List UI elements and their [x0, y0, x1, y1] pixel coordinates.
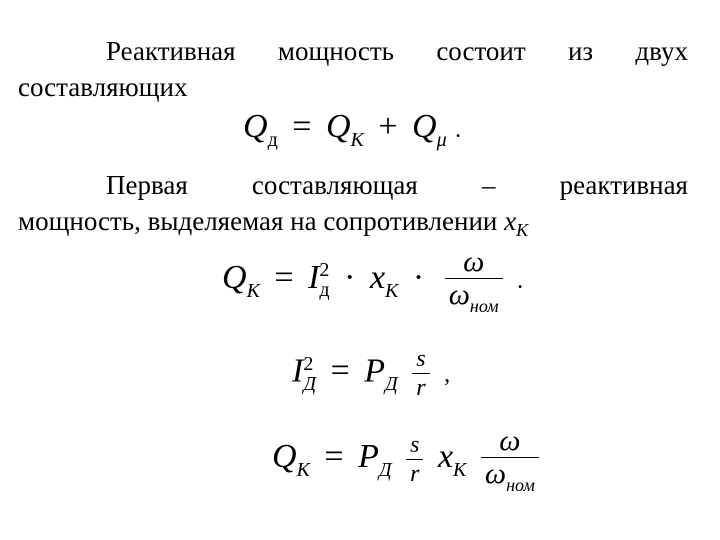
eq4-numerator-2: ω	[499, 424, 521, 457]
word: мощность	[277, 36, 394, 66]
eq3-current-sup: 2	[303, 352, 314, 375]
eq2-current: I	[308, 258, 320, 296]
paragraph-1-line-2: составляющих	[18, 72, 188, 102]
eq2-dot-1: ·	[344, 258, 356, 296]
eq3-numerator: s	[416, 346, 426, 372]
variable-x-sub: K	[516, 220, 529, 240]
paragraph-2-line-2	[18, 203, 688, 242]
eq2-period: .	[517, 267, 524, 294]
word: реактивная	[559, 170, 688, 200]
paragraph-2-line-1	[18, 167, 688, 203]
eq4-numerator-1: s	[410, 431, 420, 458]
eq1-lhs-sub: д	[267, 129, 278, 151]
eq4-lhs-sub: K	[296, 458, 310, 481]
paragraph-2	[18, 167, 688, 242]
eq2-x-sub: K	[385, 279, 399, 302]
eq3-power: P	[364, 352, 386, 390]
equation-3	[292, 345, 450, 402]
eq2-current-sub: д	[319, 279, 330, 301]
eq4-denominator-2-sub: ном	[506, 475, 535, 495]
word: Реактивная	[106, 36, 236, 66]
eq1-period: .	[455, 117, 462, 143]
eq3-power-sub: Д	[385, 373, 398, 396]
word: Первая	[106, 170, 188, 200]
paragraph-2-line-2-text: мощность, выделяемая на сопротивлении	[18, 206, 505, 236]
eq4-power-sub: Д	[378, 458, 392, 481]
eq3-current-sub: Д	[303, 372, 317, 395]
eq2-lhs: Q	[222, 258, 247, 296]
eq2-denominator: $\omega_{ном}$	[448, 278, 499, 316]
eq3-current: I	[292, 352, 304, 390]
eq1-term2: Q	[412, 108, 437, 145]
eq1-equals: =	[292, 108, 312, 145]
eq4-equals: =	[324, 437, 344, 475]
eq1-term1-sub: K	[350, 129, 364, 151]
eq2-equals: =	[274, 258, 294, 296]
paragraph-1-line-1	[18, 33, 688, 69]
paragraph-1	[18, 33, 688, 105]
word: –	[481, 170, 496, 200]
word: состоит	[436, 36, 526, 66]
eq4-power: P	[358, 437, 379, 475]
equation-4	[272, 425, 545, 493]
eq2-lhs-sub: K	[246, 279, 260, 302]
variable-x: x	[504, 206, 517, 236]
eq2-dot-2: ·	[412, 258, 425, 296]
eq2-x: x	[369, 258, 386, 296]
eq4-lhs: Q	[272, 437, 297, 475]
eq2-denominator-sub: ном	[469, 296, 499, 316]
eq2-fraction	[445, 246, 503, 314]
eq3-equals: =	[330, 352, 350, 390]
eq4-denominator-1: r	[410, 460, 420, 487]
eq4-x: x	[437, 437, 454, 475]
word: из	[567, 36, 594, 66]
eq3-comma: ,	[444, 361, 451, 388]
equation-1	[243, 108, 462, 151]
eq4-fraction-2	[481, 425, 539, 493]
equation-2	[222, 246, 523, 314]
eq1-plus: +	[378, 108, 398, 145]
eq4-denominator-2: $\omega_{ном}$	[484, 457, 535, 495]
eq2-current-sup: 2	[319, 259, 330, 281]
eq1-lhs: Q	[243, 108, 268, 145]
word: составляющая	[251, 170, 418, 200]
word: двух	[635, 36, 688, 66]
eq3-denominator: r	[416, 375, 426, 401]
eq1-term1: Q	[325, 108, 351, 145]
eq4-fraction-1	[406, 431, 423, 488]
eq4-x-sub: K	[453, 458, 467, 481]
eq3-fraction	[412, 345, 429, 402]
eq1-term2-sub: μ	[436, 129, 447, 151]
eq2-numerator: ω	[463, 245, 485, 278]
